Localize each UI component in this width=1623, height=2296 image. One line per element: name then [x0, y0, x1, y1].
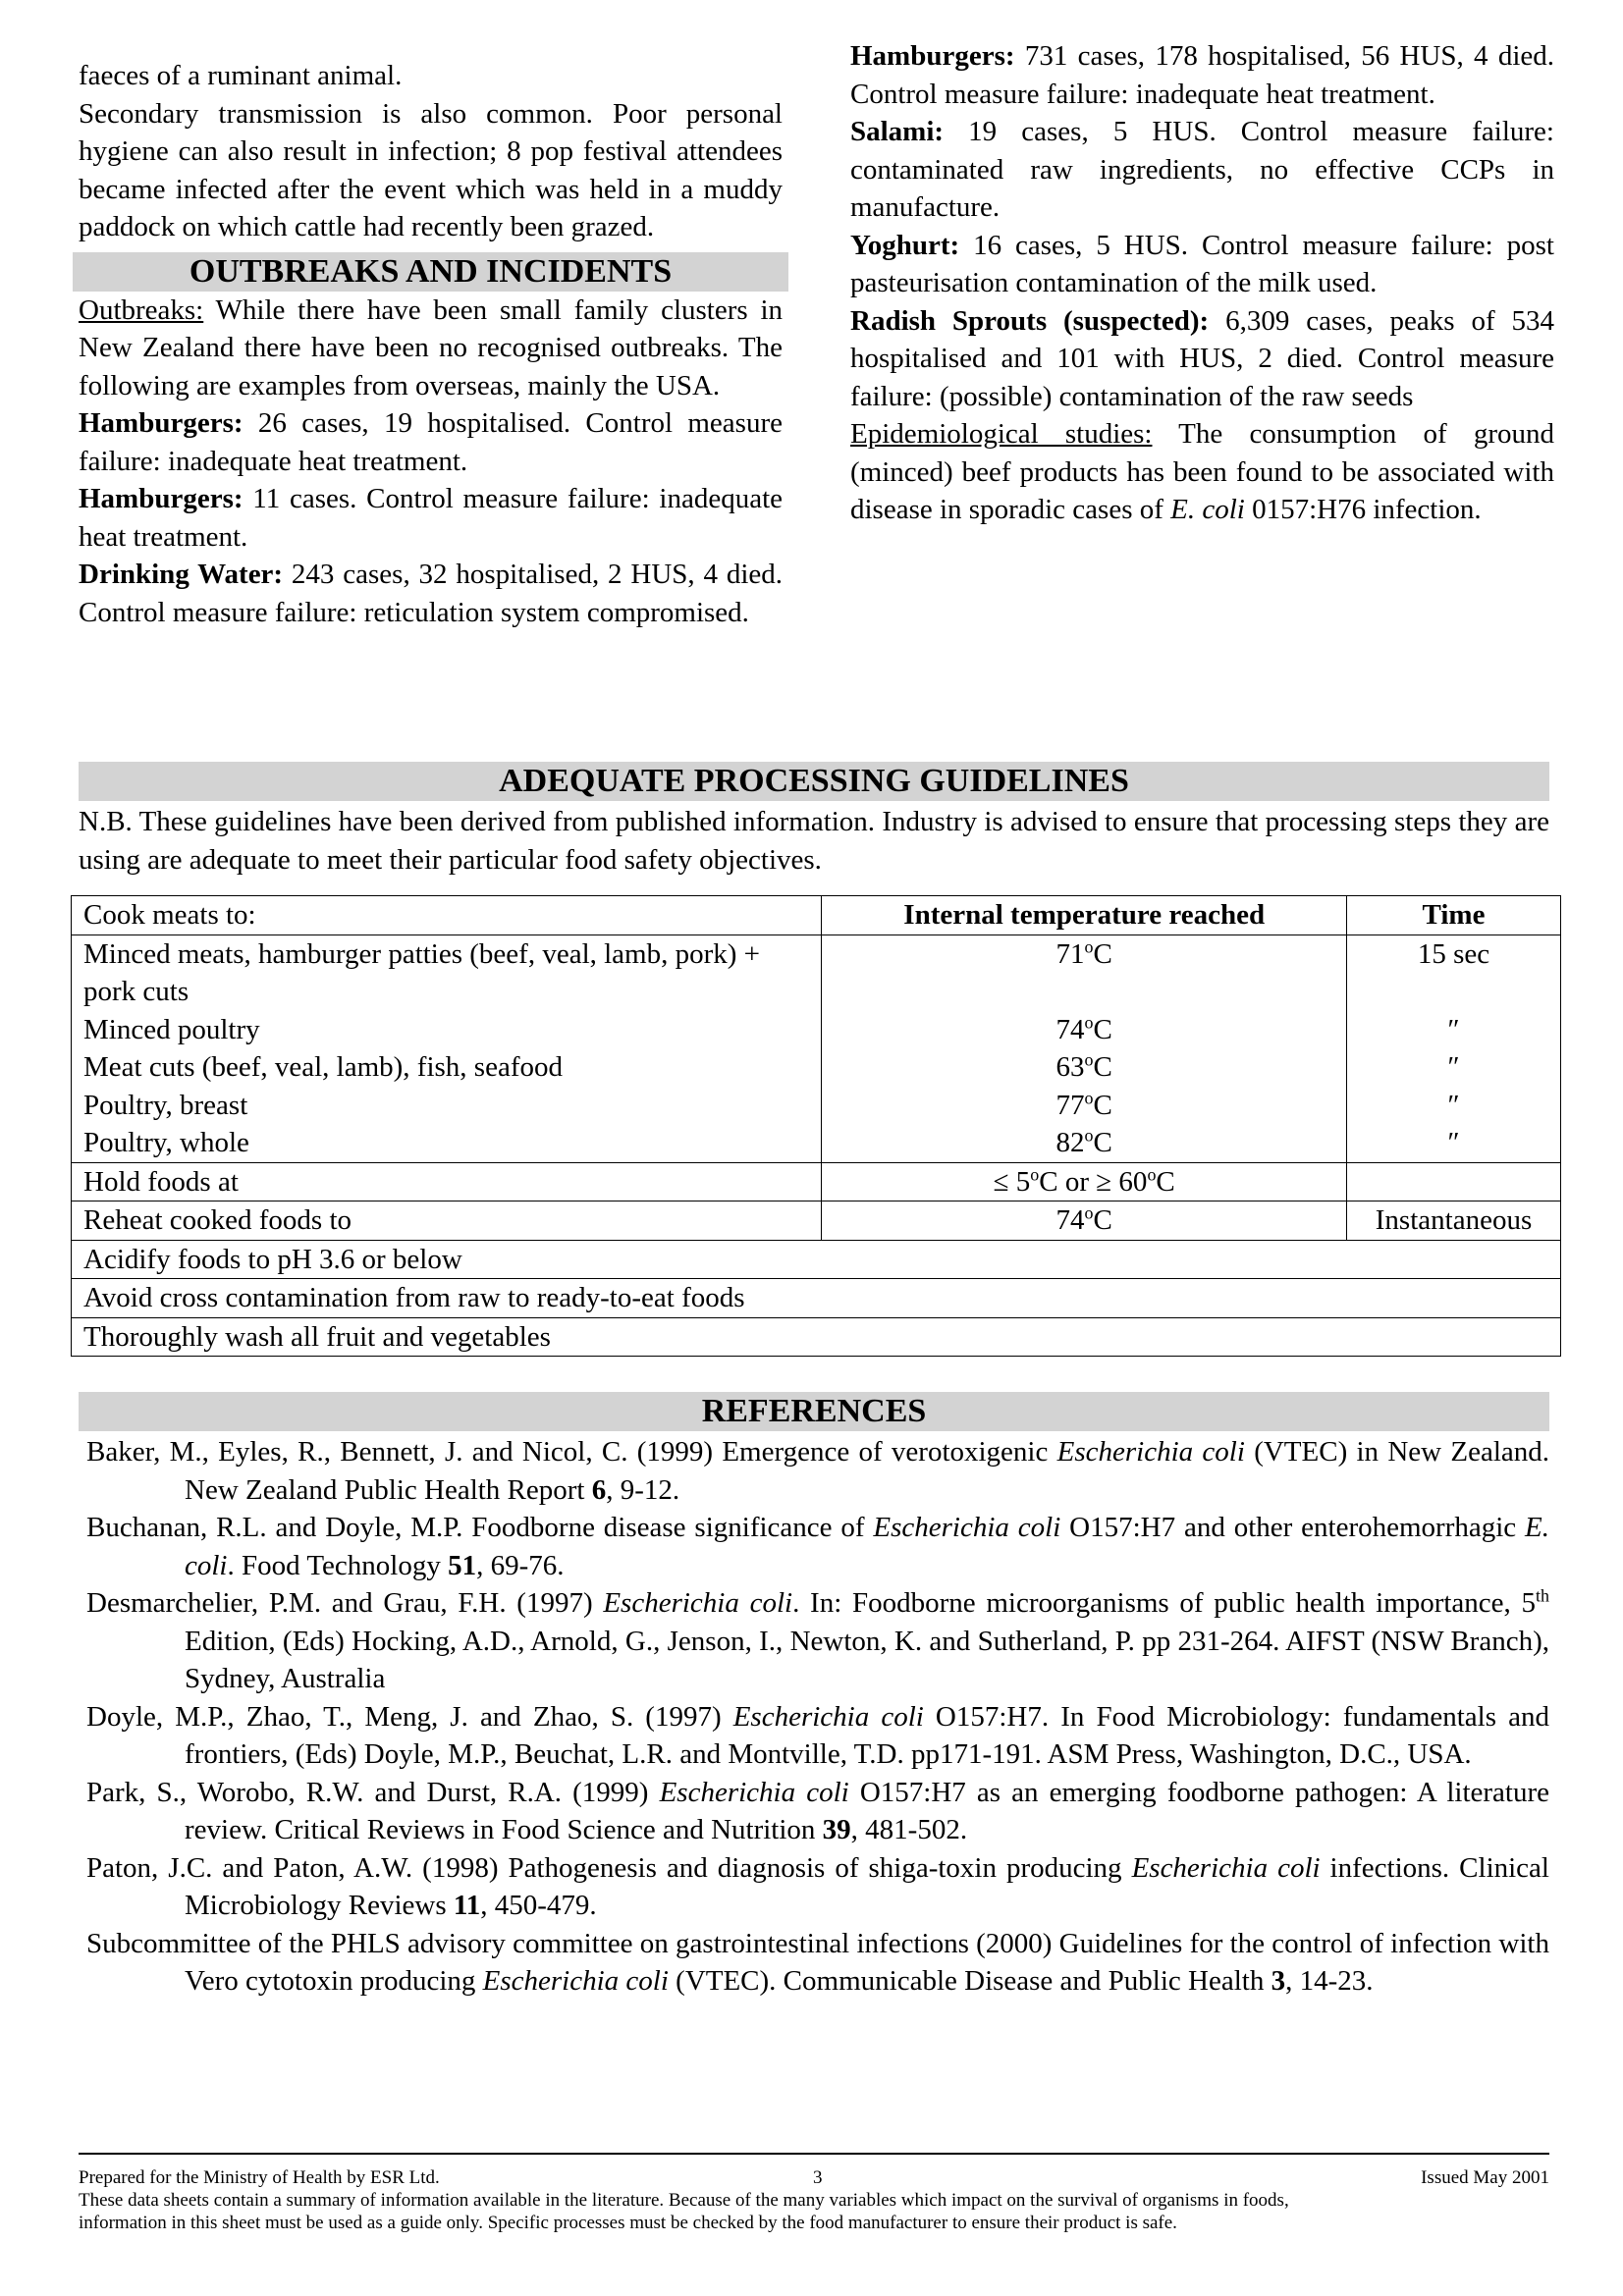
outbreak-text: 16 cases, 5 HUS. Control measure failure: post pasteurisation contamination of the milk used. — [850, 229, 1554, 298]
cook-times-cell — [1347, 934, 1561, 1162]
cross-text: Avoid cross contamination from raw to ready-to-eat foods — [72, 1279, 1561, 1318]
outbreaks-paragraph — [79, 292, 783, 405]
cook-rows — [72, 934, 1561, 1162]
footer-prepared: Prepared for the Ministry of Health by ESR Ltd. — [79, 2167, 440, 2188]
cook-item: Minced poultry — [83, 1013, 260, 1045]
outbreak-item — [850, 113, 1554, 227]
table-header-row — [72, 896, 1561, 935]
table-header: Time — [1347, 896, 1561, 935]
outbreak-label: Drinking Water: — [79, 559, 284, 590]
outbreak-text: 243 cases, 32 hospitalised, 2 HUS, 4 died. Control measure failure: reticulation system compromised. — [79, 559, 784, 628]
outbreak-label: Hamburgers: — [79, 483, 243, 514]
outbreak-text: 11 cases. Control measure failure: inadequate heat treatment. — [79, 483, 783, 553]
reheat-temp: 74$^o$C — [822, 1201, 1347, 1241]
page-footer — [79, 2153, 1549, 2234]
wash-row — [72, 1317, 1561, 1357]
footer-row — [79, 2166, 1549, 2189]
page-number: 3 — [813, 2167, 823, 2188]
outbreak-text: 26 cases, 19 hospitalised. Control measure failure: inadequate heat treatment. — [79, 407, 783, 477]
outbreak-item — [850, 227, 1554, 302]
footer-issued: Issued May 2001 — [1421, 2167, 1549, 2188]
epidemiological-text: The consumption of ground (minced) beef products has been found to be associated with disease in sporadic cases of — [850, 418, 1554, 525]
cross-row — [72, 1279, 1561, 1318]
left-column — [79, 57, 783, 631]
outbreak-label: Yoghurt: — [850, 229, 960, 261]
processing-note: N.B. These guidelines have been derived from published information. Industry is advised to ensure that processing steps they are using are adequate to meet their particular food safety objectives. — [79, 806, 1549, 876]
footer-disclaimer: These data sheets contain a summary of information available in the literature. Because of the many variables which impact on the survival of organisms in foods, — [79, 2190, 1289, 2211]
hold-time — [1347, 1162, 1561, 1201]
outbreak-label: Radish Sprouts (suspected): — [850, 304, 1210, 337]
processing-heading: ADEQUATE PROCESSING GUIDELINES — [79, 762, 1549, 801]
cook-temp: 77$^o$C — [1055, 1087, 1112, 1121]
cook-item: Minced meats, hamburger patties (beef, veal, lamb, pork) + pork cuts — [83, 937, 761, 1007]
reheat-row — [72, 1201, 1561, 1241]
reference-item: Park, S., Worobo, R.W. and Durst, R.A. (1999) Escherichia coli O157:H7 as an emerging foodborne pathogen: A literature review. Critical Reviews in Food Science and Nutrition 39, 481-502. — [86, 1776, 1549, 1845]
cook-temp: 63$^o$C — [1055, 1049, 1112, 1083]
wash-text: Thoroughly wash all fruit and vegetables — [72, 1317, 1561, 1357]
reference-item: Subcommittee of the PHLS advisory committee on gastrointestinal infections (2000) Guidelines for the control of infection with Vero cytotoxin producing Escherichia coli (VTEC). Communicable Disease and Public Health 3, 14-23. — [86, 1927, 1549, 1997]
outbreak-item — [850, 302, 1554, 416]
outbreak-item — [79, 480, 783, 556]
cook-temp: 82$^o$C — [1055, 1125, 1112, 1158]
outbreaks-text: While there have been small family clusters in New Zealand there have been no recognised outbreaks. The following are examples from overseas, mainly the USA. — [79, 294, 783, 401]
cook-item: Poultry, whole — [83, 1127, 249, 1158]
cook-time: ″ — [1447, 1013, 1460, 1045]
cook-time: 15 sec — [1417, 937, 1490, 970]
outbreak-item — [850, 37, 1554, 113]
reheat-time: Instantaneous — [1347, 1201, 1561, 1241]
outbreak-text: 731 cases, 178 hospitalised, 56 HUS, 4 died. Control measure failure: inadequate heat treatment. — [850, 40, 1554, 110]
cook-temp: 74$^o$C — [1055, 1011, 1112, 1045]
outbreaks-label: Outbreaks: — [79, 294, 204, 326]
epidemiological-label: Epidemiological studies: — [850, 418, 1153, 450]
outbreak-text: 6,309 cases, peaks of 534 hospitalised and 101 with HUS, 2 died. Control measure failure: (possible) contamination of the raw seeds — [850, 304, 1555, 412]
table-header: Cook meats to: — [72, 896, 822, 935]
outbreak-label: Hamburgers: — [79, 407, 243, 439]
cook-item: Poultry, breast — [83, 1089, 248, 1121]
cook-temps-cell — [822, 934, 1347, 1162]
references-heading: REFERENCES — [79, 1392, 1549, 1431]
cook-time: ″ — [1447, 1089, 1460, 1121]
cook-item: Meat cuts (beef, veal, lamb), fish, seafood — [83, 1051, 563, 1083]
processing-table — [71, 895, 1561, 1357]
cook-time: ″ — [1447, 1051, 1460, 1083]
cook-items-cell — [72, 934, 822, 1162]
reference-item: Buchanan, R.L. and Doyle, M.P. Foodborne disease significance of Escherichia coli O157:H7 and other enterohemorrhagic E. coli. Food Technology 51, 69-76. — [86, 1512, 1549, 1581]
outbreak-item — [79, 404, 783, 480]
reference-item: Doyle, M.P., Zhao, T., Meng, J. and Zhao, S. (1997) Escherichia coli O157:H7. In Food Microbiology: fundamentals and frontiers, (Eds) Doyle, M.P., Beuchat, L.R. and Montville, T.D. pp171-191. ASM Press, Washington, D.C., USA. — [86, 1700, 1549, 1770]
hold-row — [72, 1162, 1561, 1201]
epidemiological-paragraph — [850, 415, 1554, 529]
organism-name: E. coli — [1170, 494, 1245, 525]
reheat-label: Reheat cooked foods to — [72, 1201, 822, 1241]
reference-item: Desmarchelier, P.M. and Grau, F.H. (1997) Escherichia coli. In: Foodborne microorganisms of public health importance, 5th Edition, (Eds) Hocking, A.D., Arnold, G., Jenson, I., Newton, K. and Sutherland, P. pp 231-264. AIFST (NSW Branch), Sydney, Australia — [86, 1585, 1549, 1694]
hold-label: Hold foods at — [72, 1162, 822, 1201]
outbreaks-heading: OUTBREAKS AND INCIDENTS — [73, 252, 788, 292]
cook-temp: 71$^o$C — [1055, 935, 1112, 970]
hold-temp: ≤ $5^oC$ or ≥ $60^oC$ — [822, 1162, 1347, 1201]
footer-disclaimer: information in this sheet must be used as a guide only. Specific processes must be checked by the food manufacturer to ensure their product is safe. — [79, 2213, 1177, 2233]
acidify-text: Acidify foods to pH 3.6 or below — [72, 1240, 1561, 1279]
reference-item: Baker, M., Eyles, R., Bennett, J. and Nicol, C. (1999) Emergence of verotoxigenic Escherichia coli (VTEC) in New Zealand. New Zealand Public Health Report 6, 9-12. — [86, 1436, 1549, 1506]
outbreak-text: 19 cases, 5 HUS. Control measure failure: contaminated raw ingredients, no effective CCPs in manufacture. — [850, 116, 1554, 223]
paragraph: Secondary transmission is also common. Poor personal hygiene can also result in infection; 8 pop festival attendees became infected after the event which was held in a muddy paddock on which cattle had recently been grazed. — [79, 97, 783, 242]
outbreak-item — [79, 556, 783, 631]
right-column — [850, 37, 1554, 529]
acidify-row — [72, 1240, 1561, 1279]
epidemiological-text: 0157:H76 infection. — [1244, 494, 1482, 525]
outbreak-label: Hamburgers: — [850, 40, 1015, 72]
references-list — [86, 1433, 1549, 2001]
paragraph: faeces of a ruminant animal. — [79, 60, 403, 91]
cook-time: ″ — [1447, 1127, 1460, 1158]
outbreak-label: Salami: — [850, 116, 945, 147]
reference-item: Paton, J.C. and Paton, A.W. (1998) Pathogenesis and diagnosis of shiga-toxin producing Escherichia coli infections. Clinical Microbiology Reviews 11, 450-479. — [86, 1851, 1549, 1921]
table-header: Internal temperature reached — [822, 896, 1347, 935]
